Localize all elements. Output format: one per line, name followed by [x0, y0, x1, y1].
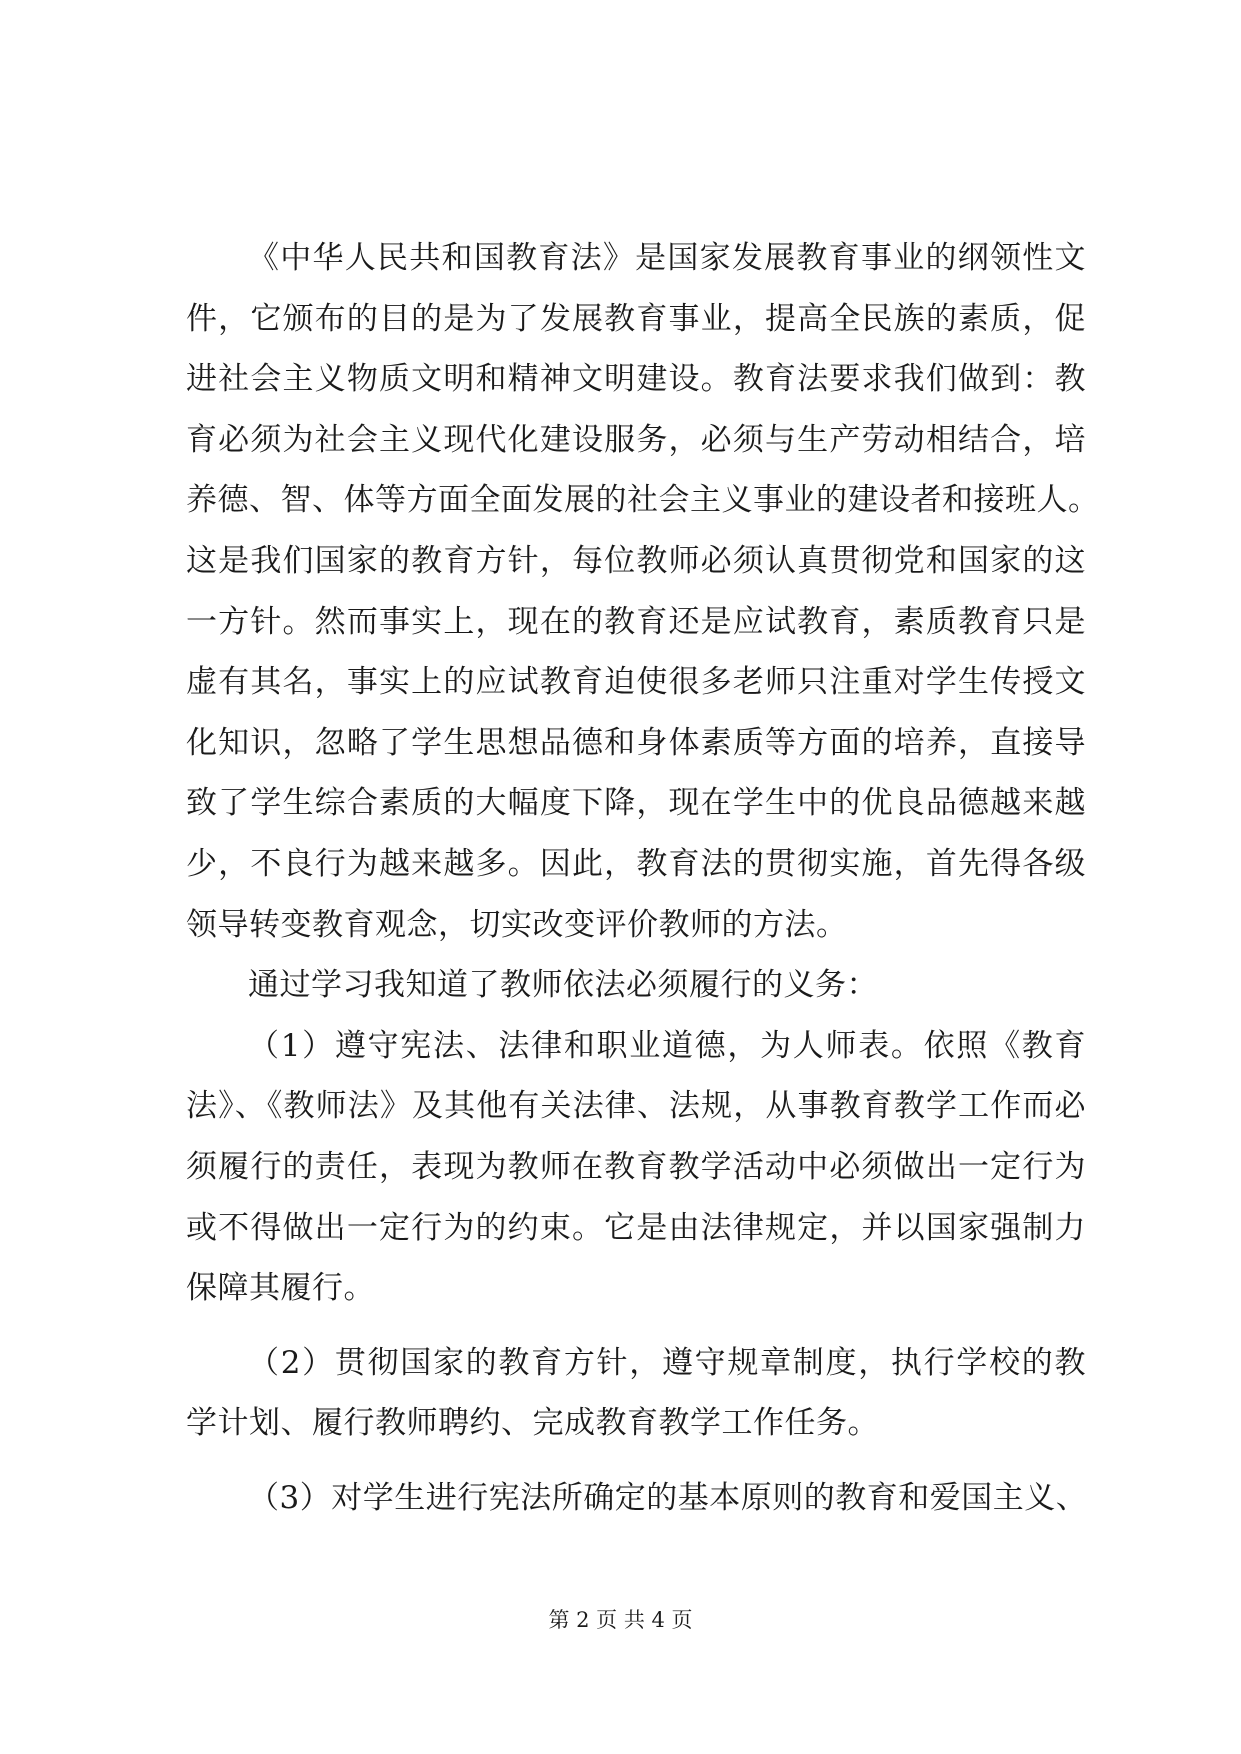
- text-line: （1）遵守宪法、法律和职业道德，为人师表。依照《教育: [248, 1027, 1086, 1064]
- paragraph: [186, 1333, 1086, 1454]
- text-line: 进社会主义物质文明和精神文明建设。教育法要求我们做到：教: [186, 361, 1086, 398]
- text-line: 保障其履行。: [186, 1270, 375, 1307]
- text-line: （2）贯彻国家的教育方针，遵守规章制度，执行学校的教: [248, 1344, 1086, 1381]
- text-line: 这是我们国家的教育方针，每位教师必须认真贯彻党和国家的这: [186, 542, 1086, 579]
- page-number-footer: 第 2 页 共 4 页: [548, 1608, 693, 1632]
- paragraph: [186, 228, 1100, 955]
- text-line: 学计划、履行教师聘约、完成教育教学工作任务。: [186, 1405, 879, 1442]
- text-line: 法》、《教师法》及其他有关法律、法规，从事教育教学工作而必: [186, 1088, 1086, 1125]
- text-line: 少，不良行为越来越多。因此，教育法的贯彻实施，首先得各级: [186, 845, 1086, 882]
- text-line: 《中华人民共和国教育法》是国家发展教育事业的纲领性文: [248, 240, 1086, 276]
- text-line: 或不得做出一定行为的约束。它是由法律规定，并以国家强制力: [186, 1209, 1086, 1246]
- text-line: 须履行的责任，表现为教师在教育教学活动中必须做出一定行为: [186, 1148, 1086, 1185]
- text-line: 化知识，忽略了学生思想品德和身体素质等方面的培养，直接导: [186, 724, 1086, 761]
- paragraph: [186, 1468, 1086, 1529]
- text-line: （3）对学生进行宪法所确定的基本原则的教育和爱国主义、: [248, 1479, 1088, 1516]
- paragraph-gap: [186, 1319, 1086, 1333]
- paragraph-gap: [186, 1454, 1086, 1468]
- text-line: 一方针。然而事实上，现在的教育还是应试教育，素质教育只是: [186, 603, 1086, 640]
- paragraph: [186, 955, 1086, 1016]
- text-line: 通过学习我知道了教师依法必须履行的义务：: [248, 967, 878, 1004]
- document-body: [186, 228, 1100, 1528]
- text-line: 养德、智、体等方面全面发展的社会主义事业的建设者和接班人。: [186, 482, 1100, 519]
- text-line: 件，它颁布的目的是为了发展教育事业，提高全民族的素质，促: [186, 300, 1086, 337]
- text-line: 致了学生综合素质的大幅度下降，现在学生中的优良品德越来越: [186, 785, 1086, 822]
- paragraph: [186, 1016, 1086, 1319]
- text-line: 虚有其名，事实上的应试教育迫使很多老师只注重对学生传授文: [186, 664, 1086, 701]
- text-line: 领导转变教育观念，切实改变评价教师的方法。: [186, 906, 848, 943]
- text-line: 育必须为社会主义现代化建设服务，必须与生产劳动相结合，培: [186, 421, 1086, 458]
